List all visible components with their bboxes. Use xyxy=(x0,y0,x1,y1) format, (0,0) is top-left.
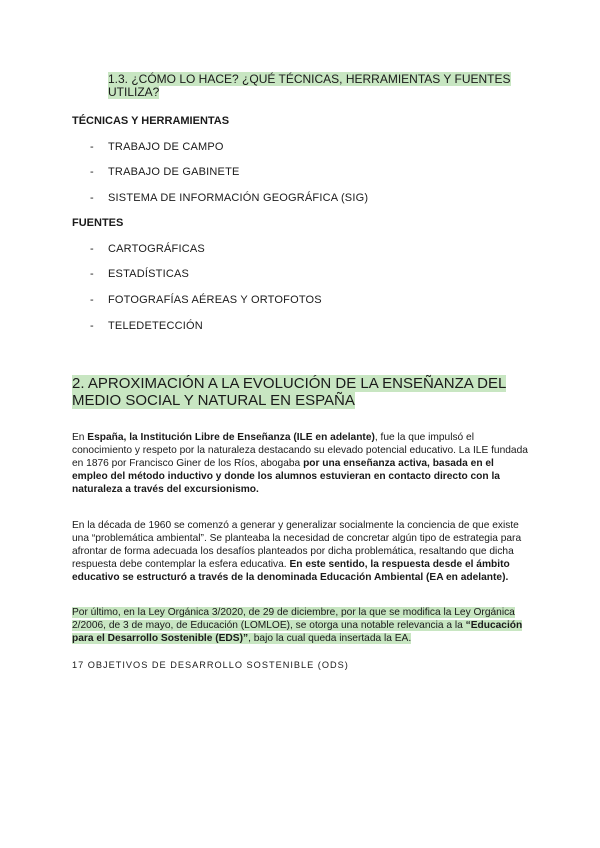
ods-label: 17 OBJETIVOS DE DESARROLLO SOSTENIBLE (ODS) xyxy=(72,660,349,670)
paragraph-educacion-ambiental: En la década de 1960 se comenzó a generar y generalizar socialmente la conciencia de que existe una “problemática ambiental”. Se planteaba la necesidad de concretar algún tipo de estrategia para afrontar de forma adecuada los desafíos planteados por dicha problemática, resaltando que dicha respuesta debe contemplar la esfera educativa. En este sentido, la respuesta desde el ámbito educativo se estructuró a través de la denominada Educación Ambiental (EA en adelante). xyxy=(72,520,522,583)
section-2-heading: 2. APROXIMACIÓN A LA EVOLUCIÓN DE LA ENSEÑANZA DEL MEDIO SOCIAL Y NATURAL EN ESPAÑA xyxy=(72,375,507,409)
list-item: - CARTOGRÁFICAS xyxy=(90,243,205,255)
list-item: - ESTADÍSTICAS xyxy=(90,268,190,280)
paragraph-lomloe: Por último, en la Ley Orgánica 3/2020, de 29 de diciembre, por la que se modifica la Ley Orgánica 2/2006, de 3 de mayo, de Educación (LOMLOE), se otorga una notable relevancia a la “Educación para el Desarrollo Sostenible (EDS)”, bajo la cual queda insertada la EA. xyxy=(72,607,523,644)
list-item: - FOTOGRAFÍAS AÉREAS Y ORTOFOTOS xyxy=(90,294,322,306)
paragraph-ile: En España, la Institución Libre de Enseñanza (ILE en adelante), fue la que impulsó el conocimiento y respeto por la naturaleza destacando su elevado potencial educativo. La ILE fundada en 1876 por Francisco Giner de los Ríos, abogaba por una enseñanza activa, basada en el empleo del método inductivo y donde los alumnos estuvieran en contacto directo con la naturaleza a través del excursionismo. xyxy=(72,432,528,495)
section-1-3-heading: 1.3. ¿CÓMO LO HACE? ¿QUÉ TÉCNICAS, HERRAMIENTAS Y FUENTES UTILIZA? xyxy=(108,72,511,99)
list-item: - TRABAJO DE CAMPO xyxy=(90,141,224,153)
list-item: - TELEDETECCIÓN xyxy=(90,320,203,332)
fuentes-title: FUENTES xyxy=(72,217,124,229)
list-item: - TRABAJO DE GABINETE xyxy=(90,166,240,178)
tecnicas-title: TÉCNICAS Y HERRAMIENTAS xyxy=(72,115,230,127)
list-item: - SISTEMA DE INFORMACIÓN GEOGRÁFICA (SIG) xyxy=(90,192,369,204)
